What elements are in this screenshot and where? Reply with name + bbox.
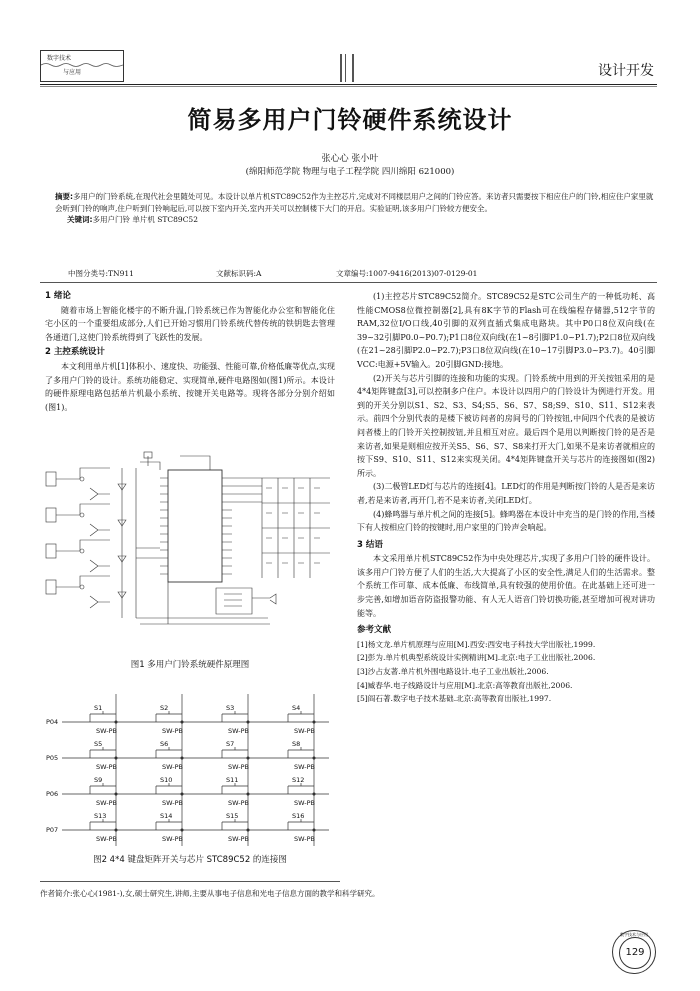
switch-type-label: SW-PB	[96, 727, 118, 735]
right-column	[357, 290, 655, 706]
buzzer-circuit-3	[46, 540, 110, 558]
buzzer-circuit-1	[46, 468, 110, 486]
reference-item: [5]阎石著.数字电子技术基础.北京:高等教育出版社,1997.	[357, 694, 552, 704]
buzzer-circuit-2	[46, 504, 110, 522]
switch-type-label: SW-PB	[294, 799, 316, 807]
matrix-row-label: P04	[46, 718, 59, 726]
abstract	[55, 191, 655, 226]
left-column	[45, 290, 335, 414]
section-1-paragraph: 随着市场上智能化楼宇的不断升温,门铃系统已作为智能化办公室和智能化住宅小区的一个重要组成部分,人们已开始习惯用门铃系统代替传统的铁钥匙去管理各通道门,这使门铃系统得到了飞跃性的发展。	[45, 305, 335, 342]
section-1-heading: 1 绪论	[45, 291, 71, 301]
header-divider-bars	[340, 54, 358, 82]
switch-type-label: SW-PB	[228, 835, 250, 843]
reference-item: [3]沙占友著.单片机外围电路设计.电子工业出版社,2006.	[357, 667, 549, 677]
switch-type-label: SW-PB	[228, 727, 250, 735]
junction-dot	[247, 829, 249, 831]
switch-type-label: SW-PB	[96, 763, 118, 771]
switch-label: S4	[292, 704, 301, 712]
junction-dot	[247, 793, 249, 795]
abstract-text: 多用户的门铃系统,在现代社会里随处可见。本设计以单片机STC89C52作为主控芯片,完成对不同楼层用户之间的门铃应答。来访者只需要按下相应住户的门铃,相应住户家里就会听到门铃的响声,住户听到门铃响起后,可以按下室内开关,室内开关可以控制楼下大门的开启。实验证明,该多用户门铃较方便安全。	[55, 192, 654, 213]
switch-label: S7	[226, 740, 235, 748]
switch-type-label: SW-PB	[294, 727, 316, 735]
authors: 张心心 张小叶	[321, 154, 379, 164]
paragraph-led-connection: (3)二极管LED灯与芯片的连接[4]。LED灯的作用是判断按门铃的人是否是来访者,若是来访者,再开门,若不是来访者,关闭LED灯。	[357, 482, 655, 505]
journal-logo-wave-icon	[41, 62, 123, 68]
abstract-label: 摘要:	[55, 192, 73, 201]
junction-dot	[313, 721, 315, 723]
clc-number: 中图分类号:TN911	[68, 269, 134, 278]
page-number-stamp	[612, 930, 656, 974]
switch-label: S10	[160, 776, 173, 784]
paragraph-chip-intro: (1)主控芯片STC89C52简介。STC89C52是STC公司生产的一种低功耗、高性能CMOS8位微控制器[2],具有8K字节的Flash可在线编程存储器,512字节的RAM,32位I/O口线,40引脚的双列直插式集成电路块。其中P0口8位双向线(在39~32引脚P0.0~P0.7);P1口8位双向线(在1~8引脚P1.0~P1.7);P2口8位双向线(在21~28引脚P2.0~P2.7);P3口8位双向线(在10~17引脚P3.0~P3.7)。40引脚VCC:电源+5V输入。20引脚GND:接地。	[357, 292, 655, 369]
figure-1-caption: 图1 多用户门铃系统硬件原理图	[130, 660, 250, 670]
switch-label: S13	[94, 812, 107, 820]
stamp-text: 数字技术与应用	[620, 932, 648, 937]
switch-label: S3	[226, 704, 235, 712]
header-rule-thin	[40, 86, 657, 87]
journal-logo	[40, 50, 124, 82]
switch-label: S5	[94, 740, 103, 748]
junction-dot	[313, 829, 315, 831]
matrix-row-label: P05	[46, 754, 59, 762]
switch-type-label: SW-PB	[228, 763, 250, 771]
switch-type-label: SW-PB	[162, 835, 184, 843]
switch-label: S8	[292, 740, 301, 748]
journal-name-line2: 与应用	[63, 69, 82, 76]
author-bio-footnote: 作者简介:张心心(1981-),女,硕士研究生,讲师,主要从事电子信息和光电子信息方面的教学和科学研究。	[40, 889, 380, 898]
buzzer-circuit-4	[46, 576, 110, 594]
section-tag: 设计开发	[598, 63, 654, 79]
affiliation: (绵阳师范学院 物理与电子工程学院 四川绵阳 621000)	[245, 167, 455, 177]
junction-dot	[247, 757, 249, 759]
switch-type-label: SW-PB	[294, 835, 316, 843]
references-list	[357, 638, 655, 706]
switch-label: S2	[160, 704, 169, 712]
references-heading: 参考文献	[357, 625, 392, 636]
document-code: 文献标识码:A	[216, 269, 262, 278]
junction-dot	[313, 793, 315, 795]
switch-label: S12	[292, 776, 305, 784]
junction-dot	[313, 757, 315, 759]
switch-type-label: SW-PB	[162, 799, 184, 807]
reference-item: [1]杨文龙.单片机原理与应用[M].西安:西安电子科技大学出版社,1999.	[357, 639, 596, 649]
conclusion-paragraph: 本文采用单片机STC89C52作为中央处理芯片,实现了多用户门铃的硬件设计。该多用户门铃方便了人们的生活,大大提高了小区的安全性,满足人们的生活需求。整个系统工作可靠、成本低廉、布线简单,具有较强的使用价值。在此基础上还可进一步完善,如增加语音防盗报警功能、有人无人语音门铃切换功能,甚至增加可视对讲功能等。	[357, 554, 655, 618]
footnote-rule	[40, 881, 340, 882]
junction-dot	[181, 793, 183, 795]
junction-dot	[115, 793, 117, 795]
keywords: 多用户门铃 单片机 STC89C52	[92, 215, 198, 224]
junction-dot	[115, 829, 117, 831]
junction-dot	[115, 757, 117, 759]
switch-type-label: SW-PB	[96, 799, 118, 807]
page-number: 129	[619, 937, 651, 969]
switch-type-label: SW-PB	[228, 799, 250, 807]
junction-dot	[115, 721, 117, 723]
header-rule	[40, 84, 657, 85]
journal-name-line1: 数字技术	[47, 55, 72, 62]
switch-label: S16	[292, 812, 305, 820]
switch-type-label: SW-PB	[294, 763, 316, 771]
abstract-rule	[40, 282, 657, 283]
section-2-paragraph: 本文利用单片机[1]体积小、速度快、功能强、性能可靠,价格低廉等优点,实现了多用户门铃的设计。系统功能稳定、实现简单,硬件电路图如(图1)所示。本设计的硬件原理电路包括单片机最小系统、按键开关电路等。现将各部分分别介绍如(图1)。	[45, 361, 335, 412]
paragraph-switch-connection: (2)开关与芯片引脚的连接和功能的实现。门铃系统中用到的开关按钮采用的是4*4矩阵键盘[3],可以控制多户住户。本设计以四用户的门铃设计为例进行开发。用到的开关分别以S1、S2、S3、S4;S5、S6、S7、S8;S9、S10、S11、S12来表示。前四个分别代表的是楼下被访问者的房间号的门铃按钮,中间四个代表的是被访问者楼上的门铃开关控制按钮,并且相互对应。最后四个是用以判断按门铃的是否是来访者,如果是则相应按开关S5、S6、S7、S8来打开大门,如果不是来访者就相应的按下S9、S10、S11、S12来实现关闭。4*4矩阵键盘开关与芯片的连接图如(图2)所示。	[357, 373, 655, 478]
switch-type-label: SW-PB	[96, 835, 118, 843]
junction-dot	[181, 829, 183, 831]
section-2-heading: 2 主控系统设计	[45, 347, 105, 358]
switch-label: S14	[160, 812, 173, 820]
paragraph-buzzer-connection: (4)蜂鸣器与单片机之间的连接[5]。蜂鸣器在本设计中充当的是门铃的作用,当楼下有人按相应门铃的按键时,用户家里的门铃声会响起。	[357, 509, 655, 533]
reference-item: [4]臧春华.电子线路设计与应用[M].北京:高等教育出版社,2006.	[357, 680, 573, 690]
article-number: 文章编号:1007-9416(2013)07-0129-01	[336, 269, 478, 278]
keywords-label: 关键词:	[67, 215, 93, 224]
reference-item: [2]彭为.单片机典型系统设计实例精讲[M].北京:电子工业出版社,2006.	[357, 653, 596, 663]
matrix-row-label: P07	[46, 826, 59, 834]
figure-1-schematic	[40, 448, 340, 646]
paper-title: 简易多用户门铃硬件系统设计	[187, 106, 513, 134]
figure-2-keypad-matrix	[44, 688, 336, 848]
switch-label: S1	[94, 704, 103, 712]
switch-label: S15	[226, 812, 239, 820]
switch-type-label: SW-PB	[162, 727, 184, 735]
switch-label: S9	[94, 776, 103, 784]
switch-label: S11	[226, 776, 239, 784]
switch-type-label: SW-PB	[162, 763, 184, 771]
junction-dot	[181, 721, 183, 723]
switch-label: S6	[160, 740, 169, 748]
junction-dot	[247, 721, 249, 723]
junction-dot	[181, 757, 183, 759]
section-3-heading: 3 结语	[357, 539, 383, 550]
matrix-row-label: P06	[46, 790, 59, 798]
figure-2-caption: 图2 4*4 键盘矩阵开关与芯片 STC89C52 的连接图	[93, 855, 287, 865]
